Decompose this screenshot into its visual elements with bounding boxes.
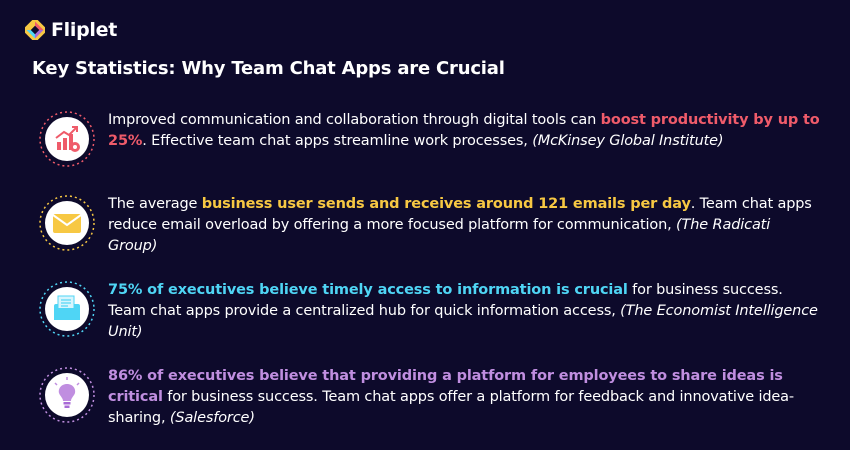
- stat-highlight: 86% of executives believe that providing a platform for employees to share ideas is critical: [108, 368, 783, 405]
- stat-source: (Salesforce): [169, 410, 255, 426]
- stat-post-text: for business success. Team chat apps offer a platform for feedback and innovative idea-sharing,: [108, 389, 794, 426]
- idea-lightbulb-icon: [38, 366, 96, 424]
- page-title: Key Statistics: Why Team Chat Apps are Crucial: [32, 58, 505, 79]
- stat-text: [108, 366, 820, 429]
- stat-text: [108, 110, 820, 152]
- stat-post-text: for business success. Team chat apps provide a centralized hub for quick information access,: [108, 282, 783, 319]
- stat-source: (McKinsey Global Institute): [532, 133, 724, 149]
- stat-post-text: . Team chat apps reduce email overload by offering a more focused platform for communication,: [108, 196, 812, 233]
- fliplet-logo-icon: [25, 20, 45, 40]
- stat-text: [108, 280, 820, 343]
- stat-source: (The Economist Intelligence Unit): [108, 303, 818, 340]
- stat-item-information: [38, 280, 818, 350]
- email-envelope-icon: [38, 194, 96, 252]
- information-document-icon: [38, 280, 96, 338]
- stat-highlight: business user sends and receives around 121 emails per day: [201, 196, 691, 212]
- productivity-chart-icon: [38, 110, 96, 168]
- brand-name: Fliplet: [51, 19, 117, 41]
- stat-item-email: [38, 194, 818, 264]
- stat-post-text: . Effective team chat apps streamline work processes,: [142, 133, 533, 149]
- stat-text: [108, 194, 820, 257]
- stat-highlight: 75% of executives believe timely access to information is crucial: [108, 282, 628, 298]
- stat-highlight: boost productivity by up to 25%: [108, 112, 820, 149]
- stat-item-productivity: [38, 110, 818, 180]
- brand-logo[interactable]: [25, 19, 117, 41]
- stat-pre-text: Improved communication and collaboration through digital tools can: [108, 112, 601, 128]
- stat-source: (The Radicati Group): [108, 217, 771, 254]
- stat-item-ideas: [38, 366, 818, 436]
- stat-pre-text: The average: [108, 196, 202, 212]
